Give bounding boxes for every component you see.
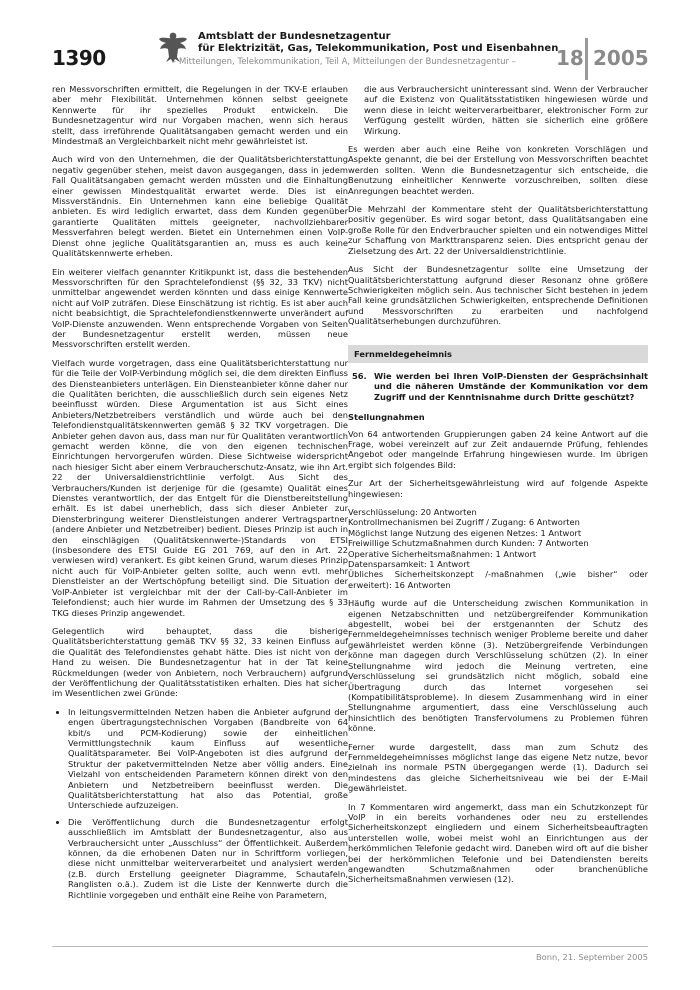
- paragraph: Die Mehrzahl der Kommentare steht der Qualitätsberichterstattung positiv gegenüber. Es wird sogar betont, dass Qualitätsangaben eine große Rolle für den Endverbraucher spielten und ein notwendiges Mittel zur Schaffung von Markttransparenz seien. Dies entspricht genau der Zielsetzung des Art. 22 der Universaldienstrichtlinie.: [348, 204, 648, 256]
- page-number: 1390: [52, 46, 106, 70]
- paragraph: Es werden aber auch eine Reihe von konkreten Vorschlägen und Aspekte genannt, die bei der Erstellung von Messvorschriften beachtet werden sollten. Wenn die Bundesnetzagentur sich entscheide, die Benutzung einheitlicher Kennwerte vorzuschreiben, sollten diese Anregungen beachtet werden.: [348, 144, 648, 196]
- list-line: Verschlüsselung: 20 Antworten: [348, 507, 477, 517]
- paragraph: In 7 Kommentaren wird angemerkt, dass man ein Schutzkonzept für VoIP in ein bereits vorhandenes oder neu zu erstellendes Sicherheitskonzept eingliedern und einem Sicherheitsbeauftragten unterstellen wolle, wobei meist wohl an Einrichtungen aus der herkömmlichen Telefonie gedacht wird. Daneben wird oft auf die bisher bei der herkömmlichen Telefonie und bei Datendiensten bereits angewandten Schutzmaßnahmen oder branchenübliche Sicherheitsmaßnahmen verwiesen (12).: [348, 801, 648, 885]
- answer-list: [348, 507, 648, 590]
- footer-date: Bonn, 21. September 2005: [535, 952, 648, 962]
- paragraph: Gelegentlich wird behauptet, dass die bisherige Qualitätsberichterstattung gemäß TKV §§ 32, 33 keinen Einfluss auf die Qualität des Telefondienstes gehabt hätte. Dies ist nicht von der Hand zu weisen. Die Bundesnetzagentur hat in der Tat keine Rückmeldungen (weder von Anbietern, noch Verbrauchern) aufgrund der Veröffentlichung der Qualitätsstatistiken erhalten. Dies hat sicher im Wesentlichen zwei Gründe:: [52, 625, 348, 699]
- paragraph: Ein weiterer vielfach genannter Kritikpunkt ist, dass die bestehenden Messvorschriften für den Sprachtelefondienst (§§ 32, 33 TKV) nicht unmittelbar angewendet werden könnten und dass einige Kennwerte nicht auf VoIP zuträfen. Diese Einschätzung ist richtig. Es ist aber auch nicht beabsichtigt, die Sprachtelefondienstkennwerte unverändert auf VoIP-Dienste anzuwenden. Wenn entsprechende Vorgaben von Seiten der Bundesnetzagentur erstellt werden, müssen neue Messvorschriften erstellt werden.: [52, 266, 348, 350]
- paragraph: die aus Verbrauchersicht uninteressant sind. Wenn der Verbraucher auf die Existenz von Qualitätsstatistiken hingewiesen würde und wenn diese in leicht weiterverarbeitbarer, elektronischer Form zur Verfügung gestellt würden, hätten sie sicherlich eine größere Wirkung.: [364, 84, 648, 136]
- header-separator: [585, 38, 588, 80]
- list-line: Möglichst lange Nutzung des eigenen Netzes: 1 Antwort: [348, 527, 582, 538]
- footer-rule: [52, 946, 648, 947]
- list-item: • In leitungsvermittelnden Netzen haben die Anbieter aufgrund der engen übertragungstechnischen Vorgaben (Bandbreite von 64 kbit/s und PCM-Kodierung) sowie der einheitlichen Vermittlungstechnik kaum Einfluss auf wesentliche Qualitätsparameter. Bei VoIP-Angeboten ist dies aufgrund der Struktur der paketvermittelnden Netze aber völlig anders. Eine Vielzahl von entscheidenden Parametern können direkt von den Anbietern und Netzbetreibern beeinflusst werden. Die Qualitätsberichterstattung hat also das Potential, große Unterschiede aufzuzeigen.: [68, 707, 348, 811]
- list-line: Datensparsamkeit: 1 Antwort: [348, 559, 470, 570]
- bullet-list: [52, 707, 348, 900]
- list-line: Operative Sicherheitsmaßnahmen: 1 Antwort: [348, 548, 537, 559]
- paragraph: Von 64 antwortenden Gruppierungen gaben 24 keine Antwort auf die Frage, wobei vereinzelt auf zur Zeit andauernde Prüfung, fehlendes Angebot oder mangelnde Erfahrung hingewiesen wurde. Im übrigen ergibt sich folgendes Bild:: [348, 428, 648, 470]
- issue-number: 18: [556, 46, 584, 70]
- question: [348, 371, 648, 402]
- paragraph: Vielfach wurde vorgetragen, dass eine Qualitätsberichterstattung nur für die Teile der VoIP-Verbindung möglich sei, die dem direkten Einfluss des Diensteanbieters unterlägen. Ein Diensteanbieter könne daher nur die Qualitäten berichten, die ausschließlich durch sein eigenes Netz beeinflusst würden. Diese Argumentation ist aus Sicht eines Anbieters/Netzbetreibers verständlich und würde auch bei den Telefondienstqualitätskennwerten gemäß § 32 TKV vorgetragen. Die Anbieter gehen davon aus, dass man nur für Qualitäten verantwortlich gemacht werden könne, die von den eigenen technischen Einrichtungen hervorgerufen würden. Diese Sichtweise widerspricht nach hiesiger Sicht aber einem Verbraucherschutz-Ansatz, wie ihn Art. 22 der Universaldienstrichtlinie verfolgt. Aus Sicht des Verbrauchers/Kunden ist derjenige für die (gesamte) Qualität eines Dienstes verantwortlich, der das Entgelt für die Dienstbereitstellung erhält. Es ist dabei unerheblich, dass sich dieser Anbieter zur Diensterbringung weiterer Dienstleistungen anderer Vertragspartner (andere Anbieter und Netzbetreiber) bedient. Dieses Prinzip ist auch in den einschlägigen (Qualitätskennwerte-)Standards von ETSI (insbesondere des ETSI Guide EG 201 769, auf den in Art. 22 verwiesen wird) verankert. Es gibt keinen Grund, warum dieses Prinzip nicht auch für VoIP-Anbieter gelten sollte, auch wenn evtl. mehr Dienstleister an der Wertschöpfung beteiligt sind. Die Situation der VoIP-Anbieter ist vergleichbar mit der der Call-by-Call-Anbieter im Telefondienst; auch hier wurde im Rahmen der Umsetzung des § 33 TKG dieses Prinzip angewendet.: [52, 357, 348, 618]
- paragraph: Aus Sicht der Bundesnetzagentur sollte eine Umsetzung der Qualitätsberichterstattung aufgrund dieser Resonanz ohne größere Schwierigkeiten möglich sein. Aus technischer Sicht bestehen in jedem Fall keine grundsätzlichen Schwierigkeiten, entsprechende Definitionen und Messvorschriften zu erarbeiten und nachfolgend Qualitätserhebungen durchzuführen.: [348, 264, 648, 327]
- question-number: 56.: [352, 370, 367, 381]
- paragraph: Zur Art der Sicherheitsgewährleistung wird auf folgende Aspekte hingewiesen:: [348, 478, 648, 499]
- left-column: [52, 84, 348, 906]
- paragraph: Ferner wurde dargestellt, dass man zum Schutz des Fernmeldegeheimnisses möglichst lange das eigene Netz nutze, bevor zielnah ins normale PSTN übergegangen werde (1). Dadurch sei mindestens das gleiche Sicherheitsniveau wie bei der E-Mail gewährleistet.: [348, 741, 648, 794]
- paragraph: Häufig wurde auf die Unterscheidung zwischen Kommunikation in eigenen Netzabschnitten und netzübergreifender Kommunikation abgestellt, wobei bei der erstgenannten der Schutz des Fernmeldegeheimnisses technisch weniger Probleme bereite und daher gewährleistet werden könne (3). Netzübergreifende Verbindungen könne man dagegen durch Verschlüsselung schützen (2). In einer Stellungnahme wird jedoch die Meinung vertreten, eine Verschlüsselung sei grundsätzlich nicht möglich, sobald eine Übertragung durch das Internet vorgesehen sei (Kompatibilitätsprobleme). In diesem Zusammenhang wird in einer Stellungnahme argumentiert, dass eine Verschlüsselung auch hinsichtlich des benötigten Transfervolumens zu Problemen führen könne.: [348, 598, 648, 734]
- section-heading: Fernmeldegeheimnis: [348, 345, 648, 363]
- issue-year: 2005: [593, 46, 649, 70]
- right-column: [348, 84, 648, 893]
- paragraph: Auch wird von den Unternehmen, die der Qualitätsberichterstattung negativ gegenüber stehen, meist davon ausgegangen, dass in jedem Fall Qualitätsangaben gemacht werden müssten und die Einhaltung einer gewissen Mindestqualität erwartet werde. Dies ist ein Missverständnis. Ein Unternehmen kann eine beliebige Qualität anbieten. Es wird lediglich erwartet, dass dem Kunden gegenüber garantierte Qualitäten mittels geeigneter, nachvollziehbarer Messverfahren belegt werden. Bietet ein Unternehmen einen VoIP-Dienst ohne jegliche Qualitätsgarantien an, muss es auch keine Qualitätskennwerte erheben.: [52, 154, 348, 259]
- header-title-line2: für Elektrizität, Gas, Telekommunikation, Post und Eisenbahnen: [198, 43, 559, 54]
- subheading: Stellungnahmen: [348, 412, 425, 423]
- paragraph: ren Messvorschriften ermittelt, die Regelungen in der TKV-E erlauben aber mehr Flexibilität. Unternehmen können selbst geeignete Kennwerte für ihr spezielles Produkt entwickeln. Die Bundesnetzagentur wird nur Vorgaben machen, wenn sich heraus stellt, dass irreführende Qualitätsangaben gemacht werden und ein Mindestmaß an Vergleichbarkeit nicht mehr gewährleistet ist.: [52, 84, 348, 147]
- list-line: Übliches Sicherheitskonzept /-maßnahmen („wie bisher“ oder erweitert): 16 Antworten: [348, 569, 648, 590]
- list-line: Kontrollmechanismen bei Zugriff / Zugang: 6 Antworten: [348, 517, 580, 528]
- header-subtitle: – Mitteilungen, Telekommunikation, Teil A, Mitteilungen der Bundesnetzagentur –: [172, 57, 516, 67]
- list-line: Freiwillige Schutzmaßnahmen durch Kunden: 7 Antworten: [348, 538, 589, 549]
- question-text: Wie werden bei Ihren VoIP-Diensten der Gesprächsinhalt und die näheren Umstände der Kommunikation vor dem Zugriff und der Kenntnisnahme durch Dritte geschützt?: [374, 370, 648, 402]
- list-item: • Die Veröffentlichung durch die Bundesnetzagentur erfolgt ausschließlich im Amtsblatt der Bundesnetzagentur, also aus Verbrauchersicht unter „Ausschluss“ der Öffentlichkeit. Außerdem können, da die erhobenen Daten nur in Schriftform vorliegen, diese nicht unmittelbar weiterverarbeitet und analysiert werden (z.B. durch Erstellung geeigneter Diagramme, Schautafeln, Ranglisten o.ä.). Zudem ist die Liste der Kennwerte durch die Richtlinie vorgegeben und enthält eine Reihe von Parametern,: [68, 817, 348, 900]
- header-title-line1: Amtsblatt der Bundesnetzagentur: [198, 31, 391, 42]
